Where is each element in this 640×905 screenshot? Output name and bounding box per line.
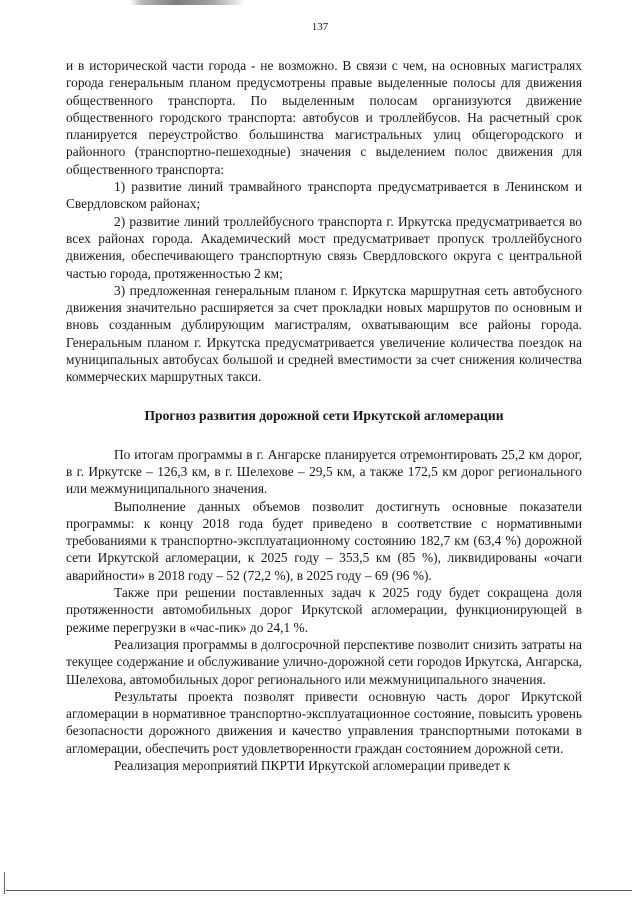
list-item-tram: 1) развитие линий трамвайного транспорта предусматривается в Ленинском и Свердловском районах;: [66, 179, 582, 212]
paragraph-program-results: По итогам программы в г. Ангарске планируется отремонтировать 25,2 км дорог, в г. Иркутске – 126,3 км, в г. Шелехове – 29,5 км, а также 172,5 км дорог регионального или межмуниципального значения.: [66, 446, 582, 497]
section-heading: Прогноз развития дорожной сети Иркутской агломерации: [144, 407, 504, 423]
paragraph-indicators: Выполнение данных объемов позволит достигнуть основные показатели программы: к концу 2018 года будет приведено в соответствие с нормативными требованиями к транспортно-эксплуатационному состоянию 182,7 км (63,4 %) дорожной сети Иркутской агломерации, к 2025 году – 353,5 км (85 %), ликвидированы «очаги аварийности» в 2018 году – 52 (72,2 %), в 2025 году – 69 (96 %).: [66, 498, 582, 583]
paragraph-continuation: Реализация мероприятий ПКРТИ Иркутской агломерации приведет к: [114, 757, 510, 773]
paragraph-intro: и в исторической части города - не возможно. В связи с чем, на основных магистралях города генеральным планом предусмотрены правые выделенные полосы для движения общественного транспорта. По выделенным полосам организуются движение общественного городского транспорта: автобусов и троллейбусов. На расчетный срок планируется переустройство большинства магистральных улиц общегородского и районного (транспортно-пешеходные) значения с выделением полос движения для общественного транспорта:: [66, 58, 582, 177]
list-item-trolleybus: 2) развитие линий троллейбусного транспорта г. Иркутска предусматривается во всех районах города. Академический мост предусматривает пропуск троллейбусного движения, обеспечивающего транспортную связь Свердловского округа с центральной частью города, протяженностью 2 км;: [66, 213, 582, 281]
document-body: [66, 57, 582, 774]
paragraph-project-results: Результаты проекта позволят привести основную часть дорог Иркутской агломерации в нормативное транспортно-эксплуатационное состояние, повысить уровень безопасности дорожного движения и качество управления транспортными потоками в агломерации, обеспечить рост удовлетворенности граждан состоянием дорожной сети.: [66, 688, 582, 756]
paragraph-costs: Реализация программы в долгосрочной перспективе позволит снизить затраты на текущее содержание и обслуживание улично-дорожной сети городов Иркутска, Ангарска, Шелехова, автомобильных дорог регионального или межмуниципального значения.: [66, 636, 582, 687]
page-number: 137: [311, 21, 329, 33]
page-edge-mark: [4, 872, 5, 894]
paragraph-congestion: Также при решении поставленных задач к 2025 году будет сокращена доля протяженности автомобильных дорог Иркутской агломерации, функционирующей в режиме перегрузки в «час-пик» до 24,1 %.: [66, 585, 582, 635]
scan-artifact: [130, 0, 245, 5]
bottom-scan-line: [6, 890, 632, 891]
list-item-bus: 3) предложенная генеральным планом г. Иркутска маршрутная сеть автобусного движения значительно расширяется за счет прокладки новых маршрутов по основным и вновь созданным дублирующим магистралям, охватывающим все районы города. Генеральным планом г. Иркутска предусматривается увеличение количества поездок на муниципальных автобусах большой и средней вместимости за счет снижения количества коммерческих маршрутных такси.: [66, 282, 582, 385]
